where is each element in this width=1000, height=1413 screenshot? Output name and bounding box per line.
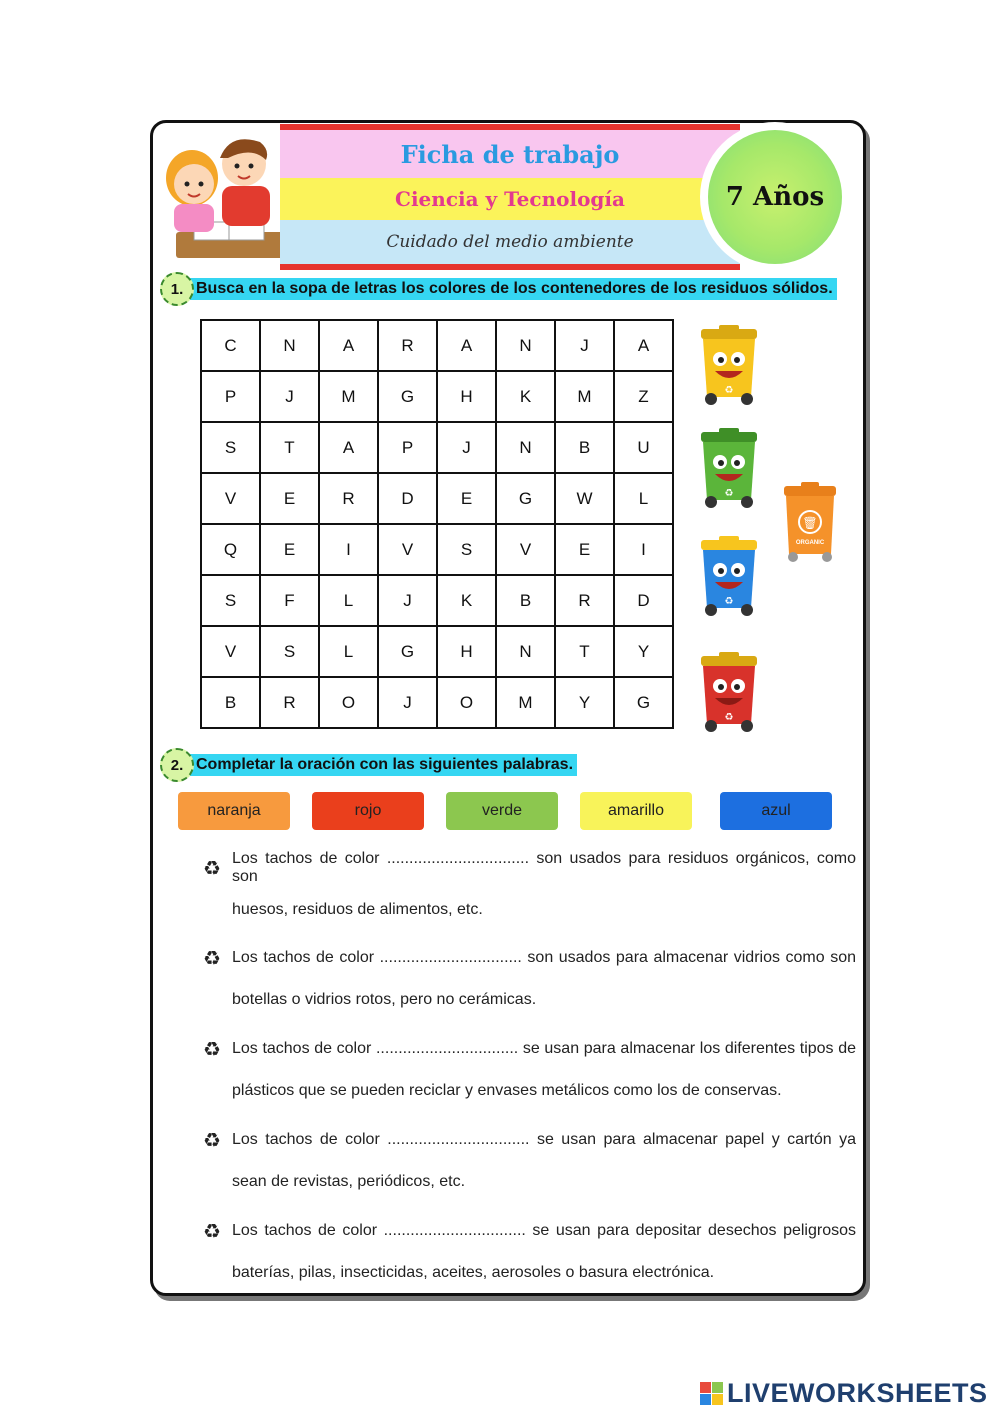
word-chip-verde[interactable]: verde <box>446 792 558 830</box>
topic-title: Cuidado del medio ambiente <box>386 232 634 252</box>
grid-cell[interactable]: N <box>260 320 319 371</box>
grid-cell[interactable]: A <box>614 320 673 371</box>
grid-cell[interactable]: P <box>378 422 437 473</box>
organic-bin-label: ORGANIC <box>795 540 825 546</box>
svg-text:♻: ♻ <box>203 1130 221 1152</box>
grid-cell[interactable]: J <box>378 677 437 728</box>
svg-text:♻: ♻ <box>203 1039 221 1061</box>
grid-cell[interactable]: R <box>378 320 437 371</box>
sentence-3-line-1: Los tachos de color ................................ se usan para almacenar los diferentes tipos de <box>232 1040 856 1057</box>
grid-row <box>201 371 673 422</box>
svg-text:♻: ♻ <box>724 385 734 396</box>
question-2-number: 2. <box>160 748 194 782</box>
yellow-bin-icon <box>697 325 761 407</box>
grid-cell[interactable]: G <box>496 473 555 524</box>
grid-cell[interactable]: A <box>319 422 378 473</box>
age-label: 7 Años <box>725 182 825 212</box>
red-bin-icon <box>697 652 761 734</box>
grid-cell[interactable]: R <box>260 677 319 728</box>
grid-row <box>201 422 673 473</box>
sentence-1-line-1: Los tachos de color ................................ son usados para residuos orgánicos, como son <box>232 850 856 885</box>
question-2-heading <box>160 752 577 778</box>
recycle-icon <box>200 1219 224 1243</box>
svg-text:♻: ♻ <box>724 596 734 607</box>
recycle-icon <box>200 856 224 880</box>
orange-organic-bin-icon <box>781 482 839 564</box>
grid-cell[interactable]: J <box>260 371 319 422</box>
grid-cell[interactable]: Y <box>614 626 673 677</box>
grid-cell[interactable]: D <box>614 575 673 626</box>
grid-cell[interactable]: I <box>614 524 673 575</box>
sentence-2 <box>200 945 856 1013</box>
grid-cell[interactable]: N <box>496 422 555 473</box>
grid-cell[interactable]: O <box>319 677 378 728</box>
grid-cell[interactable]: G <box>378 626 437 677</box>
sentence-2-line-1: Los tachos de color ................................ son usados para almacenar vidrios como son <box>232 949 856 966</box>
grid-cell[interactable]: H <box>437 626 496 677</box>
banner-bottom-border <box>280 264 740 270</box>
grid-cell[interactable]: B <box>555 422 614 473</box>
grid-cell[interactable]: J <box>437 422 496 473</box>
grid-cell[interactable]: U <box>614 422 673 473</box>
green-bin-icon <box>697 428 761 510</box>
sentence-3-line-2: plásticos que se pueden reciclar y envases metálicos como los de conservas. <box>232 1082 782 1099</box>
grid-row <box>201 575 673 626</box>
grid-cell[interactable]: M <box>555 371 614 422</box>
grid-cell[interactable]: G <box>614 677 673 728</box>
grid-row <box>201 524 673 575</box>
svg-text:♻: ♻ <box>724 488 734 499</box>
grid-cell[interactable]: V <box>201 626 260 677</box>
recycle-icon <box>200 1037 224 1061</box>
question-1-instruction: Busca en la sopa de letras los colores de los contenedores de los residuos sólidos. <box>188 278 837 300</box>
word-chip-azul[interactable]: azul <box>720 792 832 830</box>
grid-cell[interactable]: S <box>437 524 496 575</box>
grid-row <box>201 320 673 371</box>
word-chip-naranja[interactable]: naranja <box>178 792 290 830</box>
subject-title: Ciencia y Tecnología <box>395 187 625 211</box>
grid-cell[interactable]: H <box>437 371 496 422</box>
grid-cell[interactable]: E <box>260 473 319 524</box>
grid-cell[interactable]: P <box>201 371 260 422</box>
sentence-3 <box>200 1036 856 1104</box>
question-1-heading <box>160 276 837 302</box>
grid-cell[interactable]: O <box>437 677 496 728</box>
grid-cell[interactable]: S <box>260 626 319 677</box>
sentence-4-line-1: Los tachos de color ................................ se usan para almacenar papel y cartón ya <box>232 1131 856 1148</box>
sentence-5-line-2: baterías, pilas, insecticidas, aceites, aerosoles o basura electrónica. <box>232 1264 715 1281</box>
svg-text:♻: ♻ <box>724 712 734 723</box>
grid-cell[interactable]: F <box>260 575 319 626</box>
grid-cell[interactable]: M <box>319 371 378 422</box>
question-1-number: 1. <box>160 272 194 306</box>
age-badge <box>700 122 850 272</box>
svg-text:♻: ♻ <box>203 948 221 970</box>
sentence-5 <box>200 1218 856 1286</box>
banner-subject-band <box>280 178 740 220</box>
sentence-1 <box>200 850 856 923</box>
sentence-2-line-2: botellas o vidrios rotos, pero no cerámicas. <box>232 991 537 1008</box>
svg-text:♻: ♻ <box>203 858 221 880</box>
grid-cell[interactable]: V <box>378 524 437 575</box>
grid-cell[interactable]: I <box>319 524 378 575</box>
grid-cell[interactable]: R <box>319 473 378 524</box>
grid-cell[interactable]: B <box>201 677 260 728</box>
grid-cell[interactable]: L <box>614 473 673 524</box>
svg-text:🗑: 🗑 <box>802 516 818 530</box>
children-reading-illustration <box>156 128 296 264</box>
grid-row <box>201 473 673 524</box>
age-circle <box>708 130 842 264</box>
worksheet-title: Ficha de trabajo <box>400 139 620 169</box>
grid-cell[interactable]: B <box>496 575 555 626</box>
banner-title-band <box>280 130 740 178</box>
grid-cell[interactable]: A <box>319 320 378 371</box>
grid-cell[interactable]: W <box>555 473 614 524</box>
sentence-5-line-1: Los tachos de color ................................ se usan para depositar desechos peligrosos <box>232 1222 856 1239</box>
grid-cell[interactable]: N <box>496 320 555 371</box>
word-chip-amarillo[interactable]: amarillo <box>580 792 692 830</box>
grid-cell[interactable]: V <box>496 524 555 575</box>
grid-cell[interactable]: R <box>555 575 614 626</box>
blue-bin-icon <box>697 536 761 618</box>
banner-topic-band <box>280 220 740 264</box>
grid-cell[interactable]: Z <box>614 371 673 422</box>
grid-cell[interactable]: Q <box>201 524 260 575</box>
grid-cell[interactable]: E <box>260 524 319 575</box>
svg-text:♻: ♻ <box>203 1221 221 1243</box>
grid-cell[interactable]: K <box>496 371 555 422</box>
grid-cell[interactable]: E <box>437 473 496 524</box>
grid-cell[interactable]: T <box>555 626 614 677</box>
word-search-grid <box>200 319 674 729</box>
grid-cell[interactable]: L <box>319 575 378 626</box>
grid-row <box>201 626 673 677</box>
grid-cell[interactable]: A <box>437 320 496 371</box>
grid-cell[interactable]: E <box>555 524 614 575</box>
word-chip-rojo[interactable]: rojo <box>312 792 424 830</box>
header-banner <box>280 124 740 270</box>
liveworksheets-wordmark: LIVEWORKSHEETS <box>727 1378 988 1408</box>
grid-cell[interactable]: V <box>201 473 260 524</box>
grid-cell[interactable]: C <box>201 320 260 371</box>
grid-cell[interactable]: G <box>378 371 437 422</box>
grid-cell[interactable]: J <box>378 575 437 626</box>
sentence-4 <box>200 1127 856 1195</box>
grid-row <box>201 677 673 728</box>
grid-cell[interactable]: S <box>201 422 260 473</box>
question-2-instruction: Completar la oración con las siguientes palabras. <box>188 754 577 776</box>
liveworksheets-logo[interactable] <box>700 1378 988 1409</box>
grid-cell[interactable]: Y <box>555 677 614 728</box>
grid-cell[interactable]: J <box>555 320 614 371</box>
grid-cell[interactable]: D <box>378 473 437 524</box>
grid-cell[interactable]: L <box>319 626 378 677</box>
sentence-1-line-2: huesos, residuos de alimentos, etc. <box>232 901 483 918</box>
grid-cell[interactable]: K <box>437 575 496 626</box>
recycle-icon <box>200 946 224 970</box>
recycle-icon <box>200 1128 224 1152</box>
grid-cell[interactable]: T <box>260 422 319 473</box>
liveworksheets-cube-icon <box>700 1382 723 1405</box>
grid-cell[interactable]: M <box>496 677 555 728</box>
grid-cell[interactable]: S <box>201 575 260 626</box>
grid-cell[interactable]: N <box>496 626 555 677</box>
sentence-4-line-2: sean de revistas, periódicos, etc. <box>232 1173 466 1190</box>
